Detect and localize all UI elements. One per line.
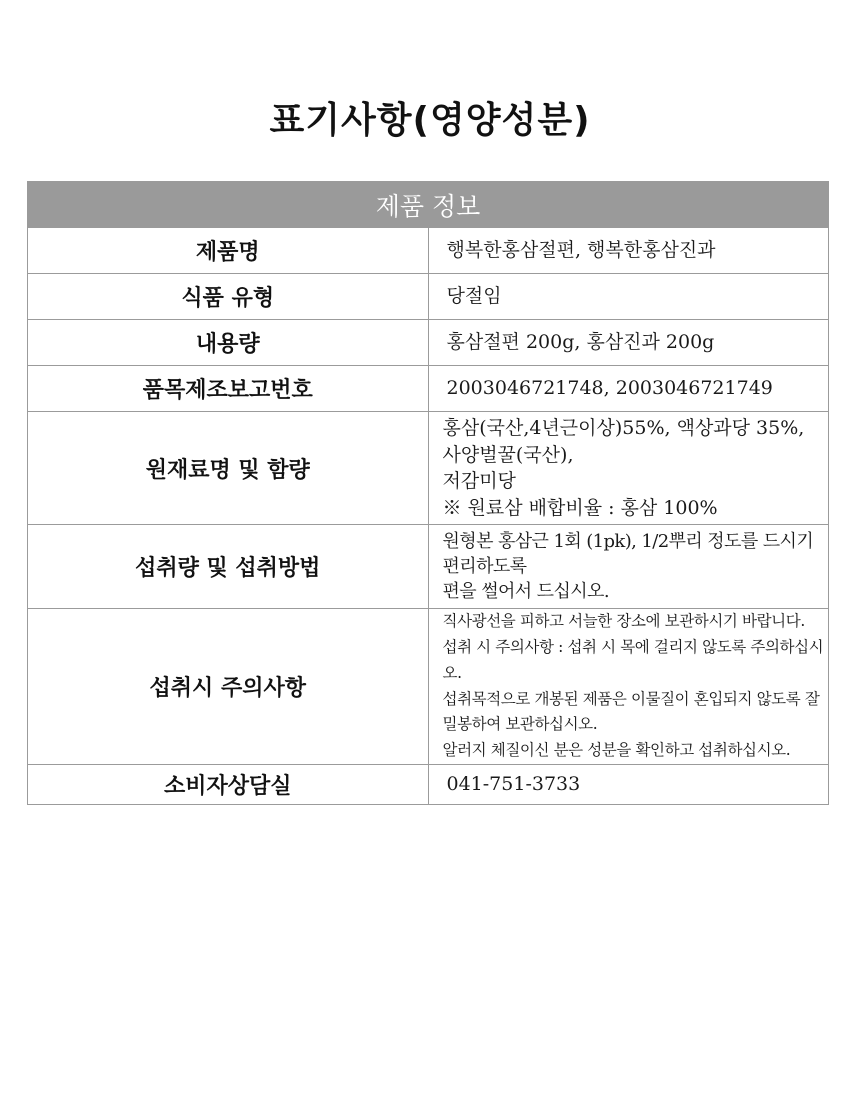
row-label: 소비자상담실 (28, 764, 429, 804)
value-line: 당절임 (446, 285, 502, 308)
value-line: 직사광선을 피하고 서늘한 장소에 보관하시기 바랍니다. (442, 612, 805, 631)
value-line: 행복한홍삼절편, 행복한홍삼진과 (446, 239, 716, 262)
table-header: 제품 정보 (28, 182, 829, 228)
row-value (428, 274, 829, 320)
row-ingredients (28, 412, 829, 525)
value-line: 2003046721748, 2003046721749 (446, 377, 773, 400)
row-usage (28, 525, 829, 609)
row-food-type (28, 274, 829, 320)
row-precautions (28, 609, 829, 764)
row-label: 식품 유형 (28, 274, 429, 320)
row-value (428, 412, 829, 525)
row-value (428, 764, 829, 804)
row-product-name (28, 228, 829, 274)
value-line: 알러지 체질이신 분은 성분을 확인하고 섭취하십시오. (442, 740, 791, 759)
row-label: 제품명 (28, 228, 429, 274)
row-value (428, 228, 829, 274)
value-line: 섭취목적으로 개봉된 제품은 이물질이 혼입되지 않도록 잘 밀봉하여 보관하십시오. (442, 689, 820, 734)
row-label: 섭취량 및 섭취방법 (28, 525, 429, 609)
value-line: 저감미당 (442, 470, 516, 493)
value-line: 원형본 홍삼근 1회 (1pk), 1/2뿌리 정도를 드시기 편리하도록 (442, 531, 814, 578)
row-net-content (28, 320, 829, 366)
value-line: 편을 썰어서 드십시오. (442, 581, 609, 603)
value-line: ※ 원료삼 배합비율 : 홍삼 100% (442, 496, 718, 519)
value-line: 홍삼(국산,4년근이상)55%, 액상과당 35%, 사양벌꿀(국산), (442, 417, 805, 466)
value-line: 홍삼절편 200g, 홍삼진과 200g (446, 331, 715, 354)
value-line: 041-751-3733 (446, 772, 581, 795)
table-header-row (28, 182, 829, 228)
row-customer-service (28, 764, 829, 804)
value-line: 섭취 시 주의사항 : 섭취 시 목에 걸리지 않도록 주의하십시오. (442, 638, 824, 682)
page-title: 표기사항(영양성분) (269, 100, 591, 141)
row-label: 원재료명 및 함량 (28, 412, 429, 525)
row-value (428, 366, 829, 412)
row-label: 섭취시 주의사항 (28, 609, 429, 764)
row-report-number (28, 366, 829, 412)
row-value (428, 320, 829, 366)
row-label: 품목제조보고번호 (28, 366, 429, 412)
product-info-table (27, 181, 829, 805)
row-value (428, 609, 829, 764)
row-value (428, 525, 829, 609)
row-label: 내용량 (28, 320, 429, 366)
